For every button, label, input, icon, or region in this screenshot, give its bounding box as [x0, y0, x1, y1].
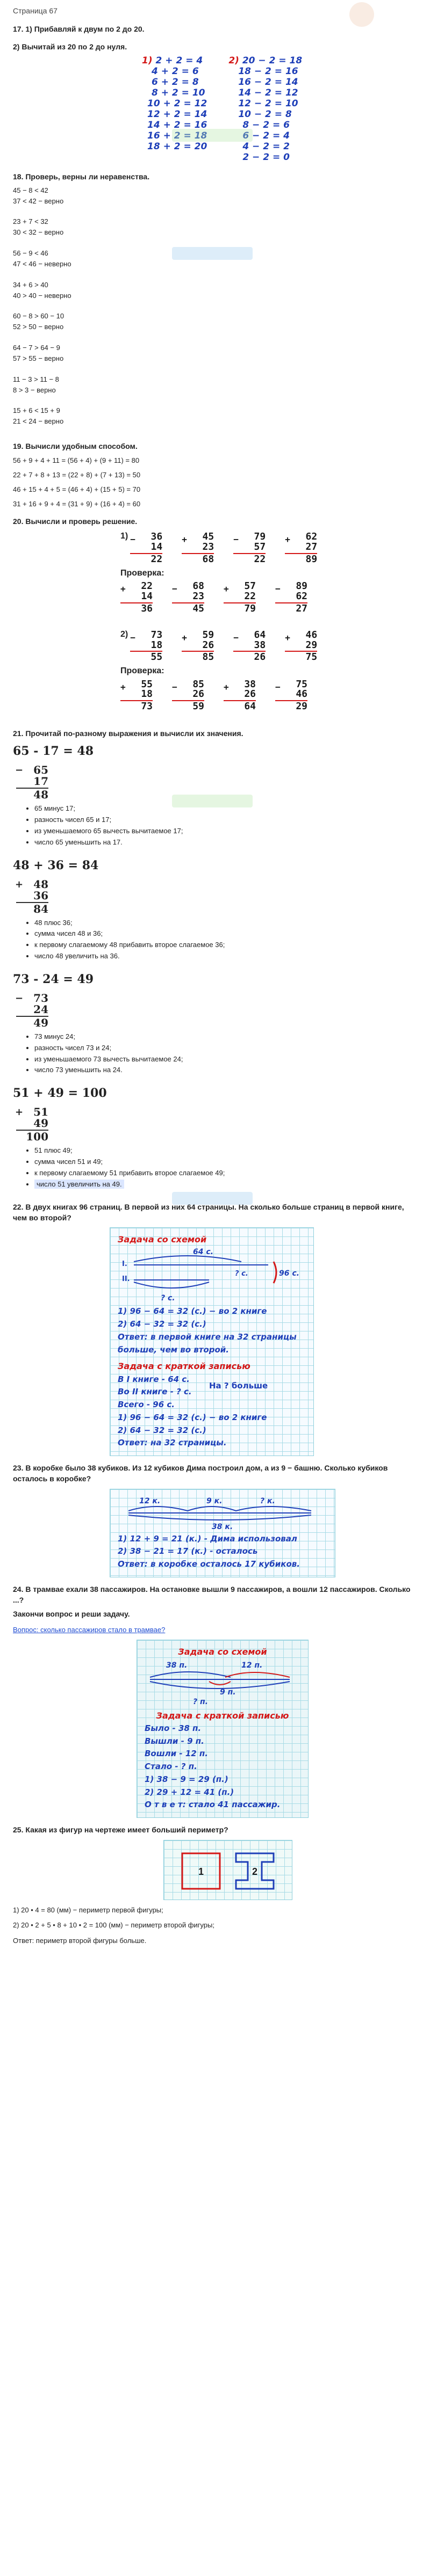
- task-24-heading: 24. В трамвае ехали 38 пассажиров. На остановке вышли 9 пассажиров, а вошли 12 пассажиров. Сколько ...?: [13, 1584, 411, 1605]
- task-19-line: 56 + 9 + 4 + 11 = (56 + 4) + (9 + 11) = 80: [13, 456, 140, 465]
- task-25-heading: 25. Какая из фигур на чертеже имеет больший периметр?: [13, 1825, 228, 1835]
- task-24-scheme: [145, 1658, 300, 1706]
- calc-operator: +: [120, 681, 126, 692]
- calc-result: 89: [305, 553, 318, 565]
- inequality-group: [13, 406, 417, 427]
- calc-second: 26: [202, 639, 214, 651]
- column-calc: [120, 680, 153, 712]
- scheme-label-I: I.: [122, 1260, 127, 1269]
- scheme-c: 9 п.: [220, 1687, 236, 1697]
- reading-text: сумма чисел 51 и 49;: [34, 1158, 103, 1166]
- task-22-panel: [110, 1227, 314, 1456]
- reading-item: [34, 826, 417, 836]
- calc-second: 29: [305, 639, 318, 651]
- task-24-brief: О т в е т: стало 41 пассажир.: [145, 1800, 281, 1810]
- inequality-group: [13, 311, 417, 332]
- calc-second: 18: [141, 688, 153, 700]
- task-18-heading: 18. Проверь, верны ли неравенства.: [13, 172, 150, 181]
- vertical-calc: [16, 993, 48, 1029]
- calc-second: 23: [192, 590, 204, 602]
- task-21-heading: 21. Прочитай по-разному выражения и вычисли их значения.: [13, 729, 243, 738]
- figure-1-label: 1: [198, 1866, 204, 1877]
- calc-first: 62: [305, 531, 318, 543]
- task-17-label2: 2): [228, 55, 239, 66]
- page-title: Страница 67: [13, 6, 58, 15]
- readings-list: [34, 1146, 417, 1189]
- calc-operator: +: [224, 681, 229, 692]
- column-calc: [285, 630, 317, 663]
- task-22-brief: В I книге - 64 с.: [118, 1374, 190, 1384]
- col2-line: 4 − 2 = 2: [242, 141, 290, 152]
- calc-first: 89: [296, 580, 307, 592]
- inequality-line: 47 < 46 − неверно: [13, 259, 71, 268]
- spacer: [13, 241, 417, 245]
- calc-first: 59: [202, 629, 214, 641]
- task-22-heading: 22. В двух книгах 96 страниц. В первой из них 64 страницы. На сколько больше страниц в первой книге, чем во второй?: [13, 1202, 404, 1222]
- inequality-line: 30 < 32 − верно: [13, 228, 64, 237]
- inequality-line: 11 − 3 > 11 − 8: [13, 375, 59, 383]
- calc-operator: +: [285, 632, 290, 643]
- col2-line: 2 − 2 = 0: [242, 152, 290, 163]
- col1-line: 12 + 2 = 14: [147, 109, 207, 120]
- reading-item: [34, 815, 417, 825]
- spacer: [13, 273, 417, 277]
- col2-line: 6 − 2 = 4: [242, 130, 290, 142]
- calc-result: 84: [33, 902, 48, 915]
- calc-operator: −: [275, 583, 281, 594]
- reading-item: [34, 1043, 417, 1053]
- reading-item: [34, 929, 417, 939]
- column-calc: [224, 581, 256, 614]
- column-calc: [275, 581, 307, 614]
- task-21-body: [13, 743, 417, 1195]
- column-calc: [172, 680, 204, 712]
- expression: 51 + 49 = 100: [13, 1086, 107, 1101]
- calc-operator: +: [120, 583, 126, 594]
- spacer: [13, 1076, 417, 1081]
- calc-first: 36: [150, 531, 163, 543]
- calc-result: 22: [150, 553, 163, 565]
- task-24-brief: 2) 29 + 12 = 41 (п.): [145, 1787, 234, 1797]
- task-19: [13, 441, 417, 510]
- watermark: [172, 1192, 253, 1205]
- task-22-brief: Ответ: на 32 страницы.: [118, 1438, 227, 1448]
- column-calc: [224, 680, 256, 712]
- inequality-line: 56 − 9 < 46: [13, 249, 48, 258]
- figure-2-label: 2: [252, 1866, 258, 1877]
- reading-text: число 65 уменьшить на 17.: [34, 838, 123, 846]
- calc-second: 26: [192, 688, 204, 700]
- calc-second: 14: [141, 590, 153, 602]
- reading-text: 65 минус 17;: [34, 804, 75, 813]
- calc-operator: +: [224, 583, 229, 594]
- task-17-columns: [142, 55, 417, 163]
- spacer: [13, 430, 417, 434]
- reading-item: [34, 918, 417, 928]
- calc-second: 27: [305, 541, 318, 553]
- scheme-total-label: 96 с.: [279, 1269, 299, 1278]
- reading-item: [34, 951, 417, 962]
- task-17-col2: [228, 55, 302, 163]
- calc-operator: −: [172, 681, 177, 692]
- calc-first: 51: [33, 1105, 48, 1119]
- arc-c: [209, 1682, 231, 1685]
- calc-first: 45: [202, 531, 214, 543]
- task-23-scheme: [118, 1495, 327, 1532]
- calc-operator: −: [15, 992, 24, 1004]
- column-calc: [182, 532, 214, 565]
- vertical-calc: [16, 1107, 48, 1143]
- calc-result: 27: [296, 602, 307, 614]
- task-23-solution: Ответ: в коробке осталось 17 кубиков.: [118, 1559, 300, 1569]
- task-24-panel: [137, 1640, 309, 1818]
- task-23: [13, 1462, 417, 1577]
- arc-a: [150, 1672, 231, 1677]
- col1-line: 2 + 2 = 4: [155, 55, 203, 66]
- calc-operator: −: [130, 534, 135, 545]
- reading-text: сумма чисел 48 и 36;: [34, 929, 103, 938]
- scheme-b: 12 п.: [241, 1661, 263, 1670]
- task-17: [13, 24, 417, 163]
- task-23-heading: 23. В коробке было 38 кубиков. Из 12 кубиков Дима построил дом, а из 9 − башню. Сколько кубиков осталось в коробке?: [13, 1464, 388, 1483]
- reading-text: 73 минус 24;: [34, 1032, 75, 1040]
- calc-second: 36: [33, 889, 48, 902]
- reading-item: [34, 838, 417, 848]
- task-23-solution: 2) 38 − 21 = 17 (к.) - осталось: [118, 1546, 258, 1556]
- calc-first: 48: [33, 877, 48, 891]
- spacer: [13, 849, 417, 853]
- spacer: [13, 336, 417, 340]
- task-24-sub: Закончи вопрос и реши задачу.: [13, 1610, 130, 1619]
- task-20-check1: [120, 581, 417, 614]
- spacer: [13, 398, 417, 403]
- spacer: [13, 367, 417, 372]
- calc-result: 29: [296, 701, 307, 712]
- scheme-bottom-label: ? с.: [161, 1294, 175, 1303]
- col1-line: 10 + 2 = 12: [147, 98, 207, 110]
- calc-second: 14: [150, 541, 163, 553]
- readings-list: [34, 804, 417, 847]
- task-22-brief: Во II книге - ? с.: [118, 1387, 192, 1397]
- reading-text: число 51 увеличить на 49.: [34, 1180, 124, 1189]
- column-calc: [233, 532, 266, 565]
- reading-text: число 48 увеличить на 36.: [34, 952, 120, 960]
- column-calc: [172, 581, 204, 614]
- calc-second: 23: [202, 541, 214, 553]
- col2-line: 18 − 2 = 16: [238, 66, 298, 77]
- calc-result: 79: [244, 602, 256, 614]
- calc-first: 65: [33, 763, 48, 777]
- task-20-check1-label: Проверка:: [120, 568, 164, 578]
- reading-text: к первому слагаемому 48 прибавить второе слагаемое 36;: [34, 941, 225, 949]
- column-calc: [285, 532, 317, 565]
- scheme-d: ? п.: [193, 1697, 208, 1706]
- calc-result: 75: [305, 651, 318, 663]
- calc-result: 85: [202, 651, 214, 663]
- inequality-line: 21 < 24 − верно: [13, 417, 64, 426]
- readings-list: [34, 918, 417, 962]
- task-22-solution: Ответ: в первой книге на 32 страницы: [118, 1331, 297, 1342]
- calc-operator: −: [275, 681, 281, 692]
- reading-text: 51 плюс 49;: [34, 1146, 73, 1155]
- reading-text: из уменьшаемого 65 вычесть вычитаемое 17;: [34, 827, 183, 835]
- calc-operator: −: [130, 632, 135, 643]
- col1-line: 4 + 2 = 6: [152, 66, 199, 77]
- scheme-b: 9 к.: [206, 1496, 223, 1505]
- spacer: [13, 304, 417, 308]
- calc-first: 79: [254, 531, 266, 543]
- column-calc: [275, 680, 307, 712]
- col2-line: 10 − 2 = 8: [238, 109, 292, 120]
- reading-item: [34, 1168, 417, 1178]
- task-20-part2-label: 2): [120, 629, 128, 639]
- brace-bottom: [134, 1282, 209, 1288]
- calc-first: 73: [33, 991, 48, 1005]
- task-22-solution: 2) 64 − 32 = 32 (с.): [118, 1319, 206, 1329]
- calc-operator: −: [233, 632, 239, 643]
- task-18: [13, 171, 417, 434]
- calc-result: 73: [141, 701, 153, 712]
- calc-result: 48: [33, 788, 48, 802]
- expression: 65 - 17 = 48: [13, 744, 94, 759]
- calc-operator: +: [182, 632, 187, 643]
- inequality-line: 15 + 6 < 15 + 9: [13, 406, 60, 415]
- calc-first: 57: [244, 580, 256, 592]
- calc-operator: +: [15, 878, 24, 890]
- task-24-brief: Было - 38 п.: [145, 1723, 202, 1733]
- task-23-panel: [110, 1489, 335, 1577]
- scheme-c: ? к.: [260, 1496, 275, 1505]
- reading-item: [34, 1054, 417, 1065]
- reading-text: к первому слагаемому 51 прибавить второе слагаемое 49;: [34, 1168, 225, 1177]
- calc-second: 22: [244, 590, 256, 602]
- calc-operator: −: [233, 534, 239, 545]
- col2-line: 14 − 2 = 12: [238, 88, 298, 99]
- task-20: [13, 516, 417, 712]
- task-19-line: 22 + 7 + 8 + 13 = (22 + 8) + (7 + 13) = 50: [13, 471, 141, 479]
- scheme-top-label: 64 с.: [193, 1248, 213, 1257]
- task-22-more-label: На ? больше: [209, 1380, 268, 1391]
- reading-text: 48 плюс 36;: [34, 918, 73, 927]
- inequality-line: 37 < 42 − верно: [13, 197, 64, 205]
- brace-top: [134, 1256, 241, 1262]
- column-calc: [130, 532, 162, 565]
- calc-second: 18: [150, 639, 163, 651]
- scheme-arcs: [128, 1507, 311, 1511]
- task-20-part2: [130, 630, 317, 663]
- inequality-group: [13, 217, 417, 238]
- task-20-part1: [130, 532, 317, 565]
- calc-first: 85: [192, 678, 204, 690]
- col2-line: 16 − 2 = 14: [238, 76, 298, 88]
- calc-result: 68: [202, 553, 214, 565]
- calc-result: 26: [254, 651, 266, 663]
- calc-first: 68: [192, 580, 204, 592]
- calc-first: 38: [244, 678, 256, 690]
- column-calc: [130, 630, 162, 663]
- calc-second: 46: [296, 688, 307, 700]
- task-22-scheme: [118, 1246, 306, 1305]
- task-25: [13, 1824, 417, 1946]
- scheme-label-II: II.: [122, 1275, 130, 1284]
- inequality-line: 45 − 8 < 42: [13, 186, 48, 194]
- task-24-scheme-title: Задача со схемой: [178, 1646, 267, 1657]
- calc-first: 22: [141, 580, 153, 592]
- reading-item: [34, 1157, 417, 1167]
- task-20-check2-label: Проверка:: [120, 666, 164, 676]
- task-24: [13, 1584, 417, 1818]
- col1-line: 14 + 2 = 16: [147, 120, 207, 131]
- scheme-a: 12 к.: [139, 1496, 161, 1505]
- task-17-sub: 2) Вычитай из 20 по 2 до нуля.: [13, 42, 127, 51]
- task-17-label1: 1): [142, 55, 153, 66]
- calc-operator: +: [285, 534, 290, 545]
- calc-result: 49: [33, 1016, 48, 1029]
- task-22-brief: 1) 96 − 64 = 32 (с.) − во 2 книге: [118, 1412, 267, 1422]
- spacer: [13, 963, 417, 967]
- inequality-line: 34 + 6 > 40: [13, 280, 48, 289]
- scheme-total: 38 к.: [212, 1522, 233, 1531]
- spacer: [13, 209, 417, 214]
- task-22-scheme-title: Задача со схемой: [118, 1234, 207, 1245]
- inequality-line: 8 > 3 − верно: [13, 385, 56, 394]
- task-22-solution: больше, чем во второй.: [118, 1344, 229, 1355]
- task-24-question-link[interactable]: Вопрос: сколько пассажиров стало в трамвае?: [13, 1625, 166, 1634]
- inequality-line: 40 > 40 − неверно: [13, 291, 71, 300]
- brace-right: [274, 1262, 276, 1283]
- calc-operator: −: [15, 765, 24, 776]
- calc-result: 36: [141, 602, 153, 614]
- task-20-check2: [120, 680, 417, 712]
- task-25-figures: [163, 1840, 292, 1900]
- vertical-calc: [16, 765, 48, 801]
- watermark: [172, 129, 253, 142]
- col2-line: 20 − 2 = 18: [242, 55, 303, 66]
- calc-result: 100: [26, 1130, 48, 1144]
- calc-first: 55: [141, 678, 153, 690]
- calc-first: 75: [296, 678, 307, 690]
- calc-second: 49: [33, 1117, 48, 1130]
- task-24-brief: Вошли - 12 п.: [145, 1749, 208, 1759]
- calc-second: 57: [254, 541, 266, 553]
- calc-second: 17: [33, 775, 48, 788]
- calc-result: 59: [192, 701, 204, 712]
- col2-line: 8 − 2 = 6: [242, 120, 290, 131]
- calc-first: 64: [254, 629, 266, 641]
- task-20-heading: 20. Вычисли и проверь решение.: [13, 516, 138, 526]
- column-calc: [182, 630, 214, 663]
- reading-item: [34, 1032, 417, 1042]
- col1-line: 16 + 2 = 18: [147, 130, 207, 142]
- calc-result: 22: [254, 553, 266, 565]
- calc-result: 45: [192, 602, 204, 614]
- calc-first: 73: [150, 629, 163, 641]
- watermark: [172, 795, 253, 807]
- task-18-body: [13, 186, 417, 435]
- task-25-shapes: [171, 1846, 284, 1894]
- calc-first: 46: [305, 629, 318, 641]
- reading-text: разность чисел 73 и 24;: [34, 1043, 112, 1052]
- task-19-heading: 19. Вычисли удобным способом.: [13, 442, 138, 451]
- calc-operator: +: [15, 1107, 24, 1118]
- inequality-line: 60 − 8 > 60 − 10: [13, 312, 64, 321]
- col2-line: 12 − 2 = 10: [238, 98, 298, 110]
- scheme-a: 38 п.: [166, 1661, 188, 1670]
- reading-item: [34, 1180, 417, 1190]
- col1-line: 6 + 2 = 8: [152, 76, 199, 88]
- inequality-line: 23 + 7 < 32: [13, 217, 48, 226]
- inequality-line: 64 − 7 > 64 − 9: [13, 344, 60, 352]
- inequality-group: [13, 375, 417, 396]
- task-19-line: 31 + 16 + 9 + 4 = (31 + 9) + (16 + 4) = 60: [13, 499, 141, 508]
- task-24-brief: Стало - ? п.: [145, 1762, 197, 1772]
- calc-second: 62: [296, 590, 307, 602]
- task-22-brief: Всего - 96 с.: [118, 1400, 175, 1410]
- reading-item: [34, 1065, 417, 1075]
- expression: 48 + 36 = 84: [13, 858, 99, 872]
- arc-b: [225, 1672, 290, 1677]
- calc-result: 55: [150, 651, 163, 663]
- col1-line: 18 + 2 = 20: [147, 141, 207, 152]
- task-22-brief-title: Задача с краткой записью: [118, 1361, 250, 1372]
- col1-line: 8 + 2 = 10: [152, 88, 205, 99]
- task-25-line: 1) 20 • 4 = 80 (мм) − периметр первой фигуры;: [13, 1905, 163, 1914]
- task-17-heading: 17. 1) Прибавляй к двум по 2 до 20.: [13, 25, 145, 34]
- calc-second: 38: [254, 639, 266, 651]
- inequality-group: [13, 343, 417, 364]
- task-20-part1-label: 1): [120, 532, 128, 541]
- column-calc: [233, 630, 266, 663]
- vertical-calc: [16, 879, 48, 915]
- task-22: [13, 1202, 417, 1456]
- scheme-q-label: ? с.: [235, 1270, 248, 1278]
- reading-text: из уменьшаемого 73 вычесть вычитаемое 24;: [34, 1054, 183, 1063]
- task-25-line: 2) 20 • 2 + 5 • 8 + 10 • 2 = 100 (мм) − периметр второй фигуры;: [13, 1921, 214, 1930]
- calc-second: 26: [244, 688, 256, 700]
- column-calc: [120, 581, 153, 614]
- calc-operator: −: [172, 583, 177, 594]
- readings-list: [34, 1032, 417, 1075]
- task-24-brief: Вышли - 9 п.: [145, 1736, 204, 1746]
- task-25-line: Ответ: периметр второй фигуры больше.: [13, 1937, 147, 1945]
- task-19-line: 46 + 15 + 4 + 5 = (46 + 4) + (15 + 5) = 70: [13, 485, 141, 494]
- task-17-col1: [142, 55, 207, 163]
- calc-operator: +: [182, 534, 187, 545]
- task-23-solution: 1) 12 + 9 = 21 (к.) - Дима использовал: [118, 1533, 297, 1544]
- expression: 73 - 24 = 49: [13, 972, 94, 987]
- inequality-group: [13, 186, 417, 207]
- task-22-solution: 1) 96 − 64 = 32 (с.) − во 2 книге: [118, 1306, 267, 1316]
- task-22-brief: 2) 64 − 32 = 32 (с.): [118, 1425, 206, 1435]
- reading-text: разность чисел 65 и 17;: [34, 816, 112, 824]
- reading-text: число 73 уменьшить на 24.: [34, 1066, 123, 1074]
- watermark: [172, 247, 253, 260]
- scheme-arc-total: [128, 1515, 311, 1520]
- inequality-line: 57 > 55 − верно: [13, 354, 64, 362]
- calc-second: 24: [33, 1002, 48, 1016]
- task-24-brief: 1) 38 − 9 = 29 (п.): [145, 1774, 228, 1784]
- reading-item: [34, 1146, 417, 1156]
- calc-result: 64: [244, 701, 256, 712]
- inequality-line: 52 > 50 − верно: [13, 323, 64, 331]
- inequality-group: [13, 280, 417, 301]
- logo-icon: [349, 2, 374, 27]
- task-24-brief-title: Задача с краткой записью: [156, 1710, 289, 1721]
- reading-item: [34, 940, 417, 950]
